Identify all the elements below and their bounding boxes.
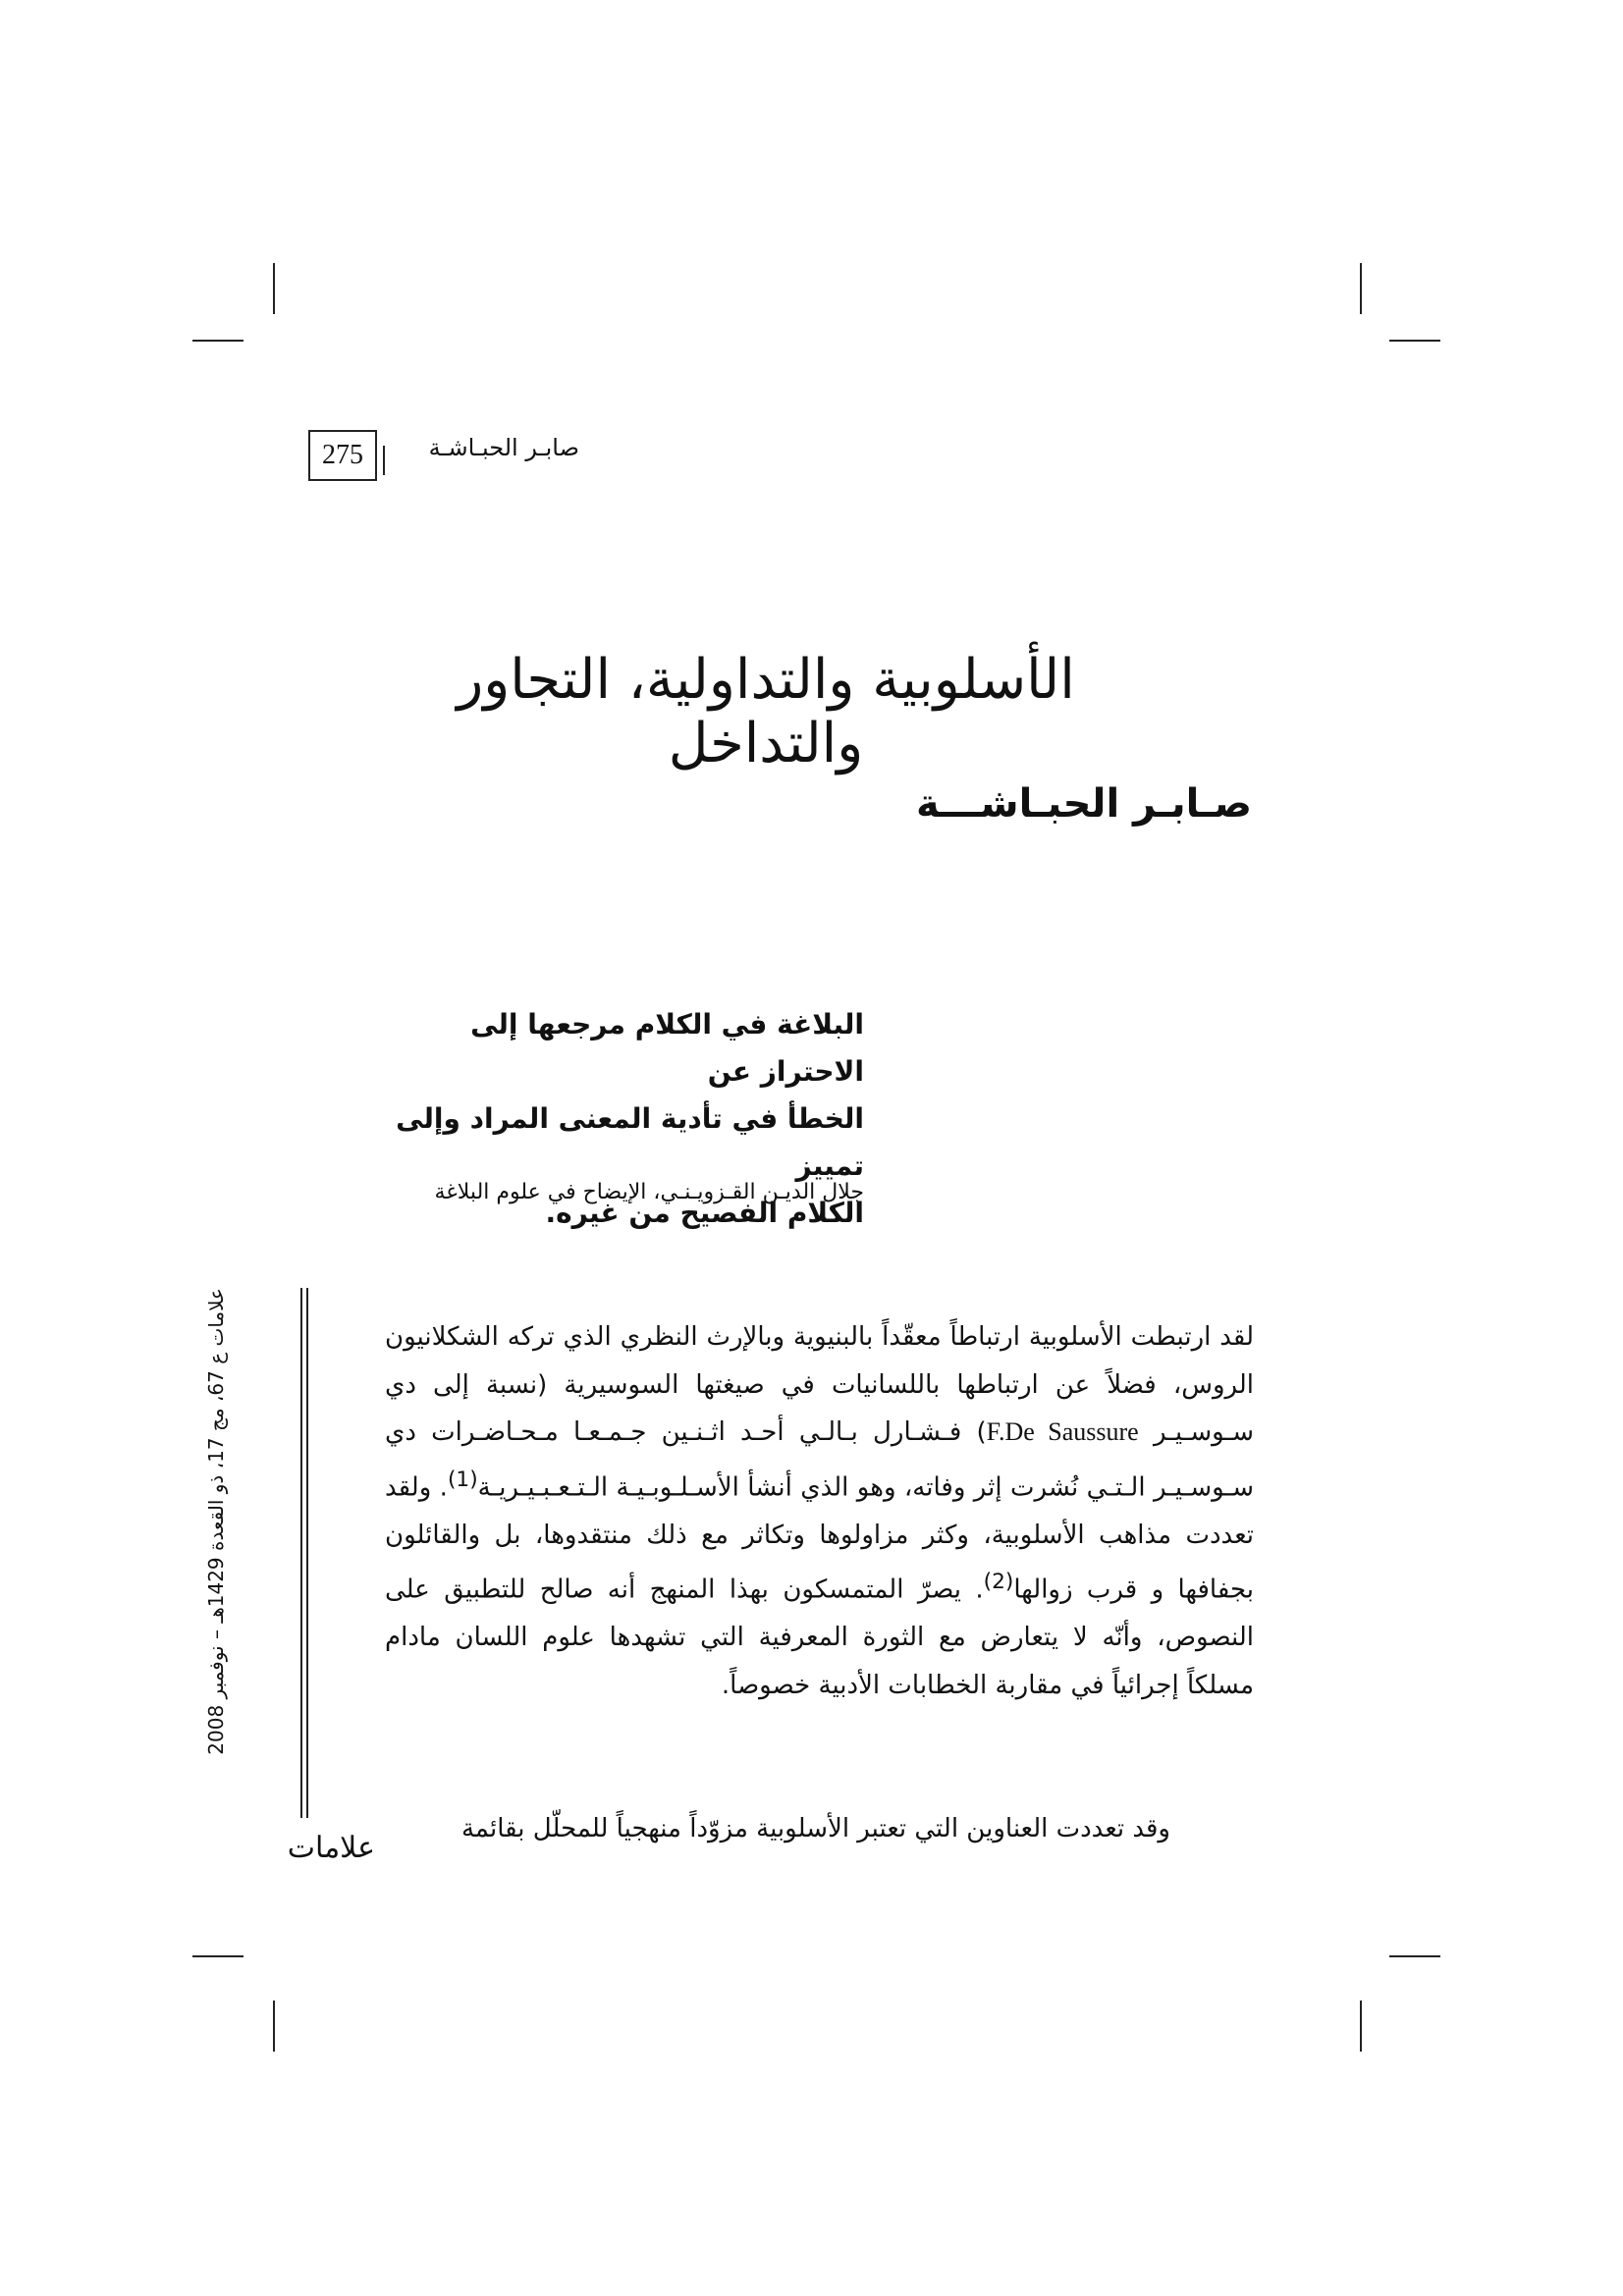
body-paragraph-2: وقد تعددت العناوين التي تعتبر الأسلوبية مزوّداً منهجياً للمحلّل بقائمة bbox=[460, 1814, 1170, 1843]
crop-mark bbox=[273, 2001, 275, 2052]
epigraph-source: جلال الديـن القـزويـنـي، الإيضاح في علوم البلاغة bbox=[434, 1180, 864, 1204]
body-paragraph bbox=[385, 1313, 1254, 1709]
running-head-author: صابـر الحبـاشـة bbox=[428, 434, 579, 461]
crop-mark bbox=[1389, 1955, 1440, 1957]
footnote-marker: (2) bbox=[983, 1570, 1014, 1595]
article-title: الأسلوبية والتداولية، التجاور والتداخل bbox=[457, 648, 1075, 775]
crop-mark bbox=[1389, 340, 1440, 342]
epigraph-line: الكلام الفصيح من غيره. bbox=[545, 1197, 864, 1229]
body-text-segment: ) فـشـارل بـالـي أحـد اثـنـين جـمـعـا مـحـاضـرات دي سـوسـيـر الـتـي نُشرت إثر وفاته، وهو الذي أنشأ الأسـلـوبـيـة الـتـعـبـيـريـة bbox=[385, 1417, 1254, 1503]
footnote-marker: (1) bbox=[447, 1467, 478, 1492]
body-text-segment: . ولقد تعددت مذاهب الأسلوبية، وكثر مزاولوها وتكاثر مع ذلك منتقدوها، بل والقائلون بجفافها و قرب زوالها bbox=[385, 1472, 1254, 1605]
crop-mark bbox=[192, 340, 243, 342]
page-number: 275 bbox=[308, 430, 377, 481]
body-text-segment: لقد ارتبطت الأسلوبية ارتباطاً معقّداً بالبنيوية وبالإرث النظري الذي تركه الشكلانيون الروس، فضلاً عن ارتباطها باللسانيات في صيغتها السوسيرية (نسبة إلى دي سـوسـيـر bbox=[385, 1322, 1254, 1447]
header-divider bbox=[383, 446, 385, 475]
body-text-segment: . يصرّ المتمسكون بهذا المنهج أنه صالح للتطبيق على النصوص، وأنّه لا يتعارض مع الثورة المعرفية التي تشهدها علوم اللسان مادام مسلكاً إجرائياً في مقاربة الخطابات الأدبية خصوصاً. bbox=[385, 1575, 1254, 1700]
crop-mark bbox=[1360, 2001, 1362, 2052]
article-author: صـابـر الحبـاشـــة bbox=[915, 781, 1252, 827]
side-divider bbox=[300, 1288, 302, 1818]
epigraph-line: البلاغة في الكلام مرجعها إلى الاحتراز عن bbox=[470, 1008, 864, 1088]
crop-mark bbox=[1360, 263, 1362, 314]
journal-logo: علامات bbox=[287, 1831, 375, 1865]
crop-mark bbox=[273, 263, 275, 314]
side-divider bbox=[306, 1288, 308, 1818]
crop-mark bbox=[192, 1955, 243, 1957]
latin-name: F.De Saussure bbox=[986, 1417, 1139, 1446]
epigraph-line: الخطأ في تأدية المعنى المراد وإلى تمييز bbox=[396, 1102, 864, 1182]
journal-side-label: علامات ع 67، مج 17، ذو القعدة 1429هـ – نوفمبر 2008 bbox=[204, 1288, 228, 1755]
